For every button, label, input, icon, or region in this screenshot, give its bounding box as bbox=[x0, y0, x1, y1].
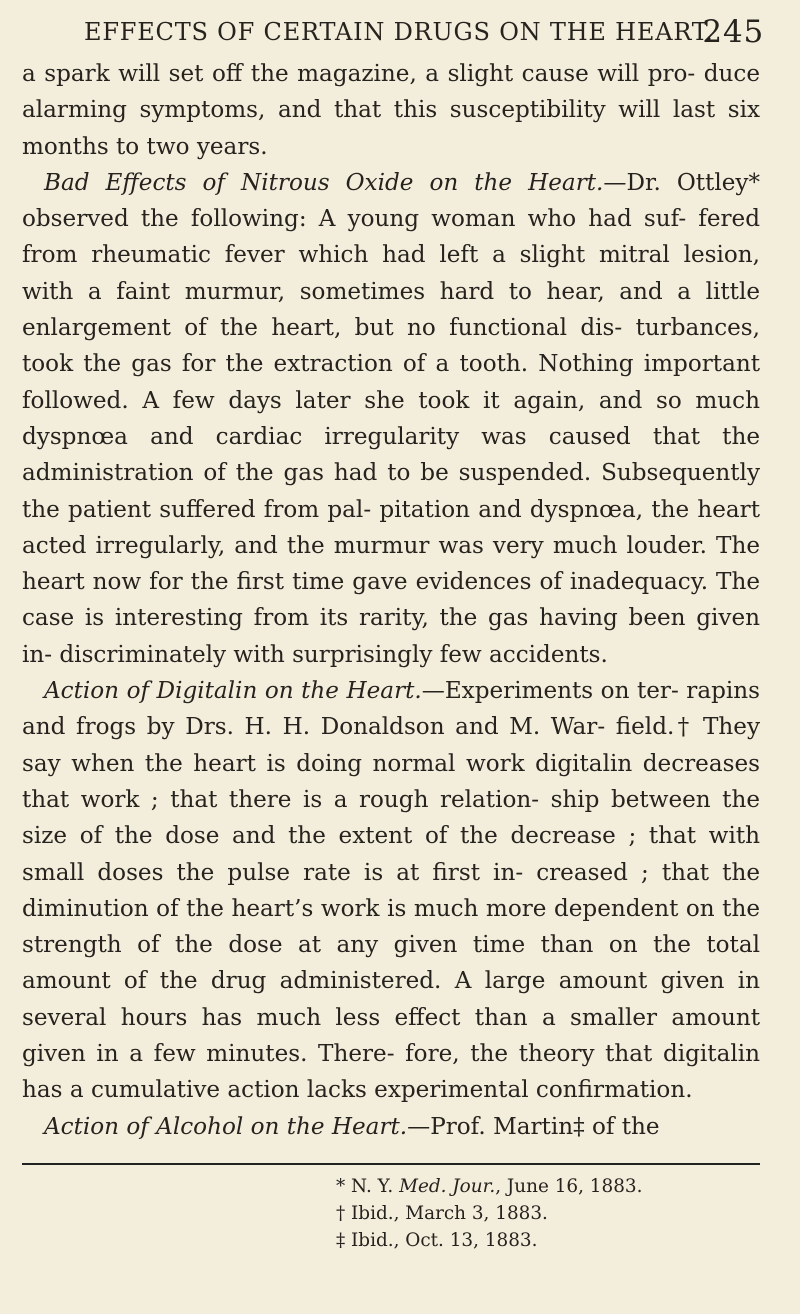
body-text bbox=[22, 56, 760, 1145]
section-heading-nitrous-oxide: Bad Effects of Nitrous Oxide on the Heart. bbox=[44, 169, 604, 196]
section-heading-alcohol: Action of Alcohol on the Heart. bbox=[44, 1113, 408, 1140]
footnote-divider bbox=[22, 1163, 760, 1165]
paragraph-nitrous-oxide bbox=[22, 165, 760, 673]
section-heading-digitalin: Action of Digitalin on the Heart. bbox=[44, 678, 422, 705]
footnote-journal: Med. Jour. bbox=[399, 1175, 496, 1197]
paragraph-text: —Experiments on ter- rapins and frogs by Drs. H. H. Donaldson and M. War- field.† They say when the heart is doing normal work digitalin decreases that work ; that there is a rough relation- ship between the size of the dose and the extent of the decrease ; that with small doses the pulse rate is at first in- creased ; that the diminution of the heart’s work is much more dependent on the strength of the dose at any given time than on the total amount of the drug administered. A large amount given in several hours has much less effect than a smaller amount given in a few minutes. There- fore, the theory that digitalin has a cumulative action lacks experimental confirmation. bbox=[22, 678, 760, 1104]
footnote-source: Ibid., Oct. 13, 1883. bbox=[351, 1229, 538, 1251]
footnote-1 bbox=[336, 1173, 760, 1200]
running-head bbox=[22, 8, 764, 56]
footnote-source: Ibid., March 3, 1883. bbox=[351, 1202, 548, 1224]
footnote-detail: , June 16, 1883. bbox=[495, 1175, 643, 1197]
paragraph-text: —Prof. Martin‡ of the bbox=[407, 1113, 660, 1140]
footnote-mark: † bbox=[336, 1202, 352, 1224]
footnote-2 bbox=[336, 1200, 760, 1227]
paragraph-text: —Dr. Ottley* observed the following: A young woman who had suf- fered from rheumatic fever which had left a slight mitral lesion, with a faint murmur, sometimes hard to hear, and a little enlargement of the heart, but no functional dis- turbances, took the gas for the extraction of a tooth. Nothing important followed. A few days later she took it again, and so much dyspnœa and cardiac irregularity was caused that the administration of the gas had to be suspended. Subsequently the patient suffered from pal- pitation and dyspnœa, the heart acted irregularly, and the murmur was very much louder. The heart now for the first time gave evidences of inadequacy. The case is interesting from its rarity, the gas having been given in- discriminately with surprisingly few accidents. bbox=[22, 169, 760, 668]
footnote-source: N. Y. bbox=[351, 1175, 400, 1197]
footnote-mark: ‡ bbox=[336, 1229, 352, 1251]
page-number: 245 bbox=[702, 14, 764, 50]
paragraph-continuation bbox=[22, 56, 760, 165]
footnotes bbox=[336, 1173, 760, 1254]
running-title: EFFECTS OF CERTAIN DRUGS ON THE HEART. bbox=[84, 18, 714, 46]
footnote-3 bbox=[336, 1227, 760, 1254]
paragraph-alcohol bbox=[22, 1109, 760, 1145]
footnote-mark: * bbox=[336, 1175, 352, 1197]
paragraph-text: a spark will set off the magazine, a slight cause will pro- duce alarming symptoms, and that this susceptibility will last six months to two years. bbox=[22, 61, 760, 160]
paragraph-digitalin bbox=[22, 673, 760, 1109]
